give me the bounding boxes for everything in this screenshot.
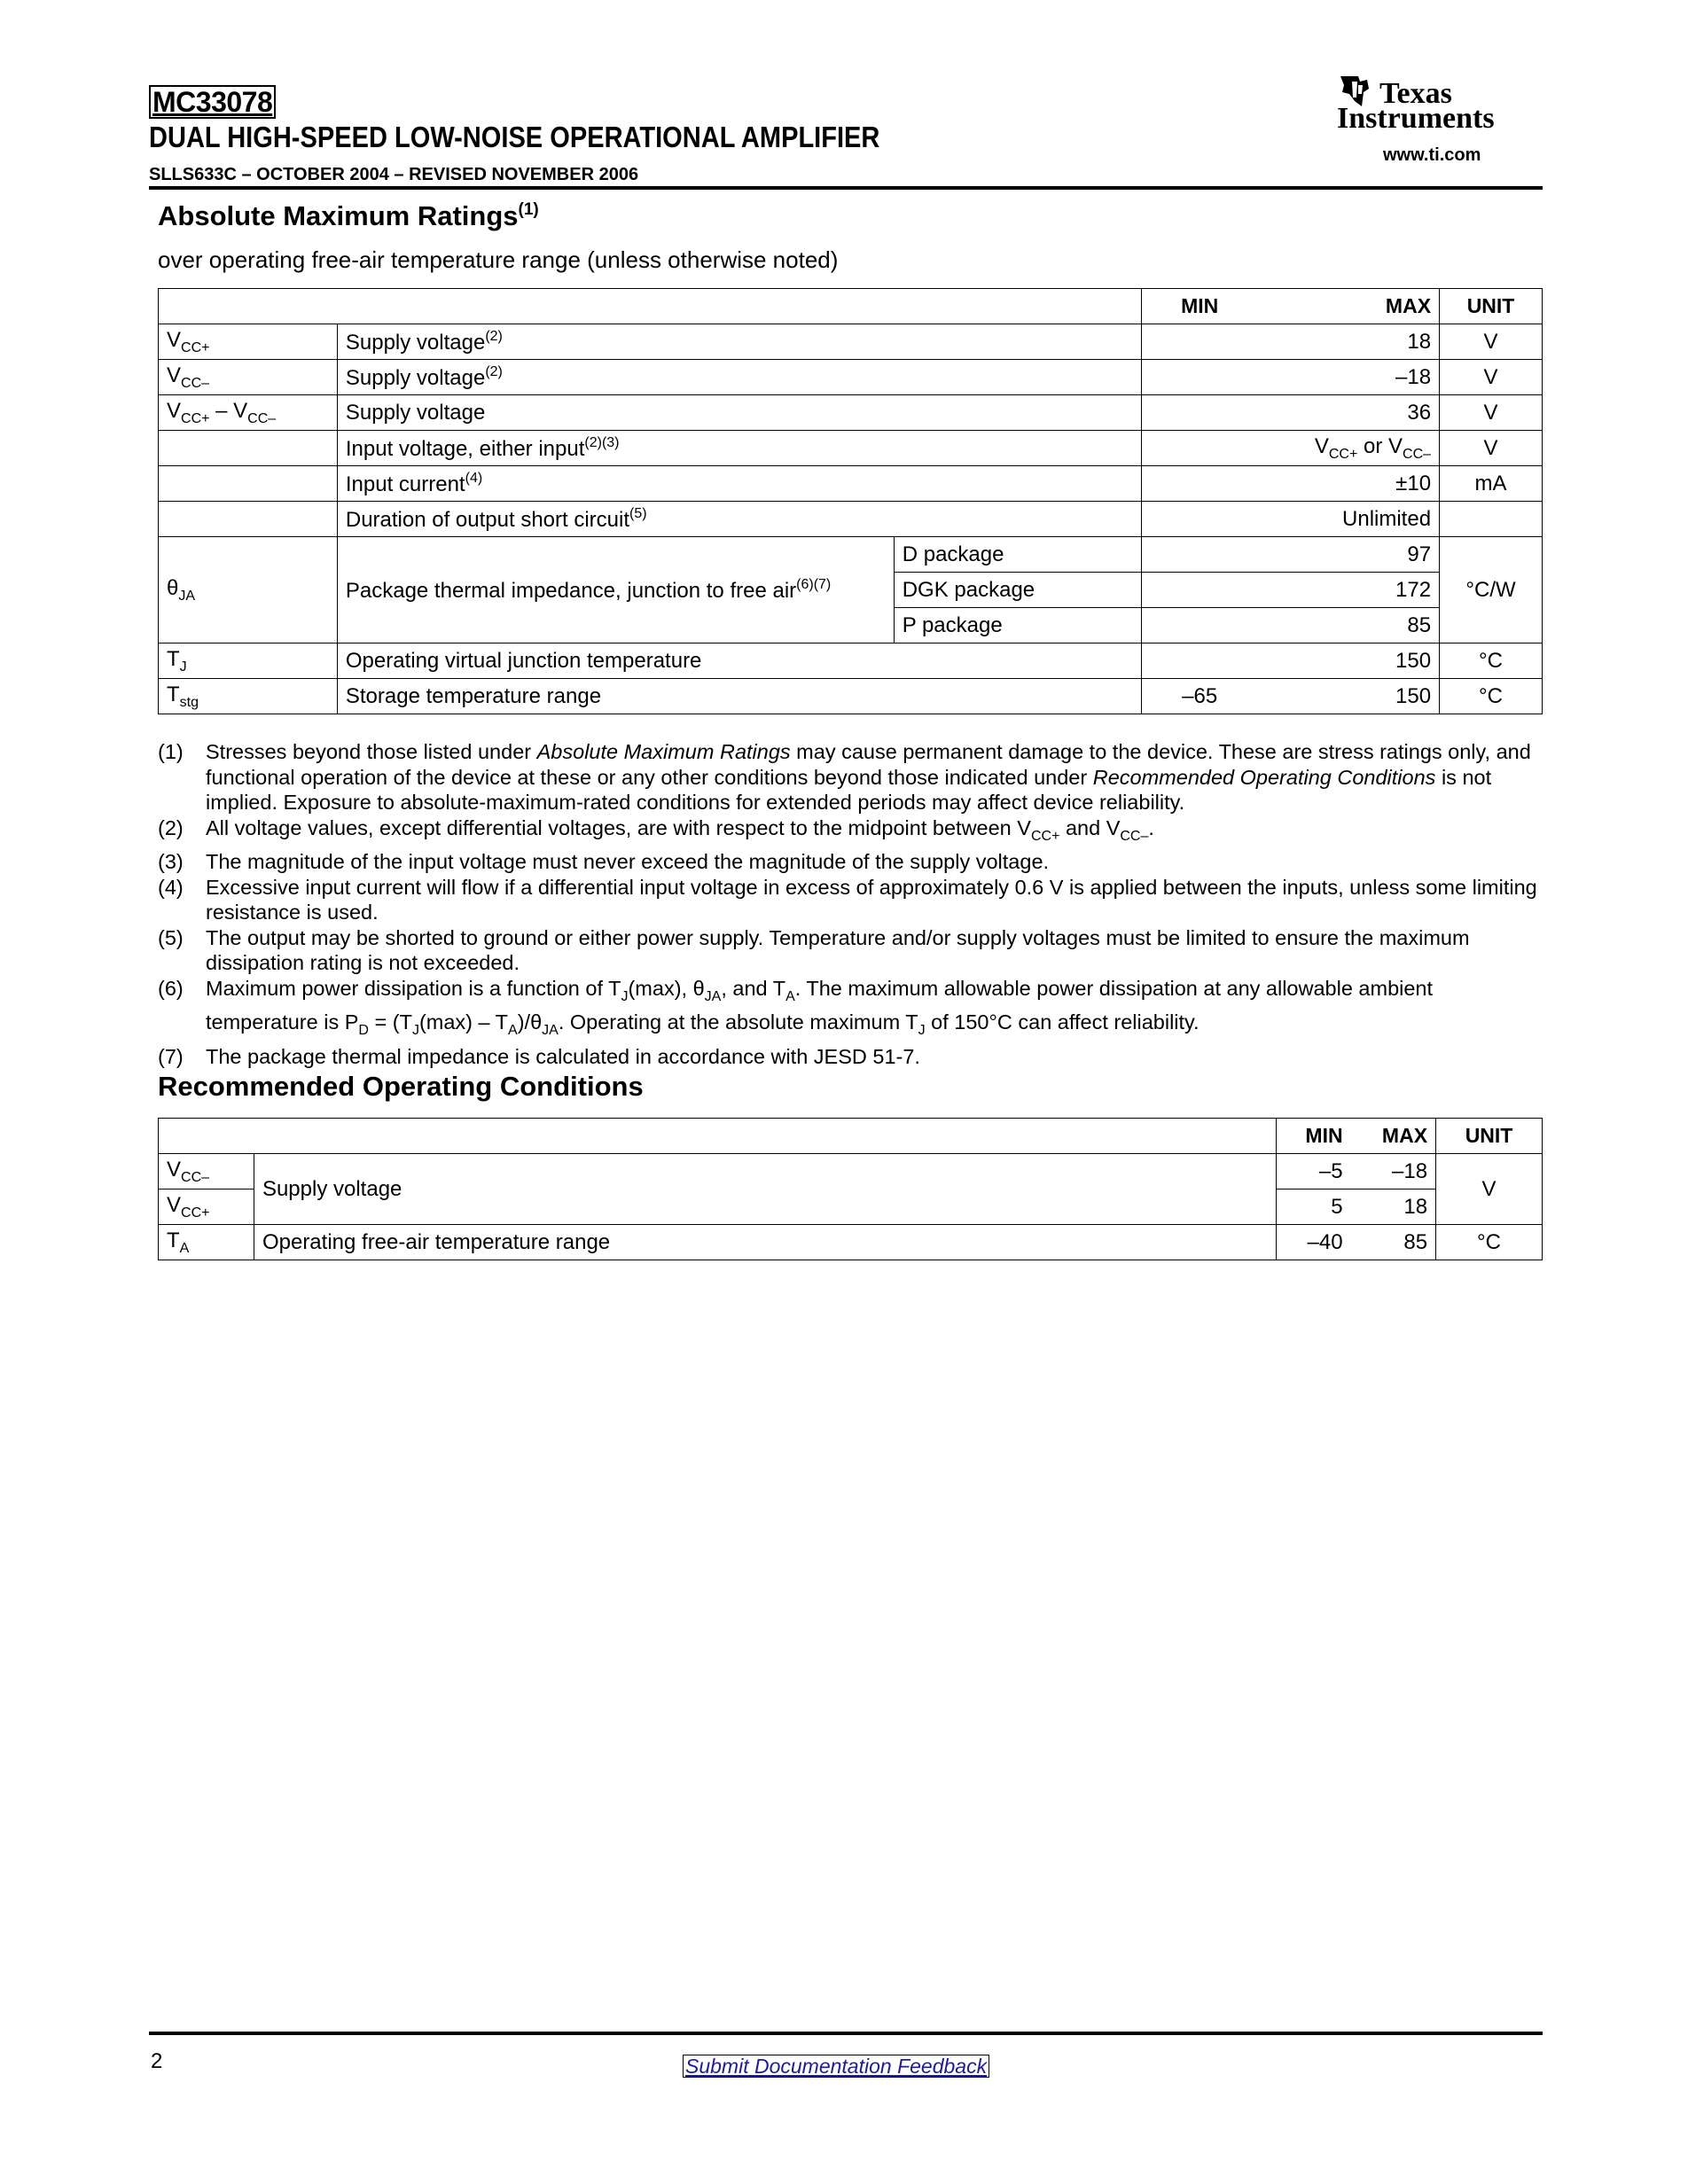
unit-cell: V	[1440, 360, 1543, 395]
max-cell: –18	[1351, 1154, 1436, 1190]
logo-text-texas: Texas	[1379, 77, 1452, 110]
table-row	[159, 1154, 1543, 1190]
footer-rule	[149, 2032, 1543, 2035]
unit-cell: V	[1436, 1154, 1543, 1225]
abs-max-table	[158, 288, 1543, 714]
min-cell	[1142, 644, 1257, 679]
parameter-cell: Supply voltage$^{(2)}$	[337, 324, 1142, 360]
document-id: SLLS633C – OCTOBER 2004 – REVISED NOVEMBER 2006	[149, 165, 639, 184]
footnote-ref[interactable]: (2)(3)	[584, 434, 620, 450]
symbol-cell: $\theta_{JA}$	[159, 537, 338, 644]
unit-cell: °C	[1440, 644, 1543, 679]
page-number: 2	[151, 2049, 163, 2073]
blank-header-cell	[159, 1119, 1277, 1154]
footnote-7: (7) The package thermal impedance is calculated in accordance with JESD 51-7.	[158, 1044, 920, 1068]
max-cell: 18	[1257, 324, 1440, 360]
col-unit-header: UNIT	[1436, 1119, 1543, 1154]
symbol-cell: $V_{CC-}$	[159, 1154, 254, 1190]
symbol-cell	[159, 502, 338, 537]
parameter-cell: Supply voltage	[254, 1154, 1276, 1225]
footnote-2: (2) All voltage values, except differential voltages, are with respect to the midpoint between $V_{CC+}$ and $V_{CC-}$.	[158, 815, 1154, 844]
min-cell	[1142, 324, 1257, 360]
parameter-cell: Operating virtual junction temperature	[337, 644, 1142, 679]
max-cell: $V_{CC+}$ or $V_{CC-}$	[1142, 431, 1440, 466]
table-row	[159, 502, 1543, 537]
symbol-cell: $T_{stg}$	[159, 679, 338, 714]
table-row	[159, 360, 1543, 395]
abs-max-title-note[interactable]: (1)	[518, 200, 539, 219]
max-cell: 97	[1257, 537, 1440, 573]
logo-text-instruments: Instruments	[1337, 102, 1495, 129]
min-cell: 5	[1277, 1190, 1351, 1225]
footnote-4: (4) Excessive input current will flow if a differential input voltage in excess of approximately 0.6 V is applied between the inputs, unless some limiting resistance is used.	[158, 875, 1537, 924]
col-min-header: MIN	[1277, 1119, 1351, 1154]
col-max-header: MAX	[1257, 289, 1440, 324]
symbol-cell: $V_{CC+}$	[159, 1190, 254, 1225]
parameter-cell: Supply voltage	[337, 395, 1142, 431]
min-cell: –65	[1142, 679, 1257, 714]
ti-logo-icon	[1337, 74, 1541, 129]
unit-cell: mA	[1440, 466, 1543, 502]
unit-cell: °C	[1440, 679, 1543, 714]
symbol-cell	[159, 431, 338, 466]
footnote-ref[interactable]: (6)(7)	[796, 576, 832, 592]
max-cell: Unlimited	[1142, 502, 1440, 537]
parameter-cell: Input voltage, either input$^{(2)(3)}$	[337, 431, 1142, 466]
min-cell	[1142, 537, 1257, 573]
package-cell: DGK package	[894, 573, 1142, 608]
table-row	[159, 644, 1543, 679]
unit-cell: °C	[1436, 1225, 1543, 1260]
abs-max-title	[158, 200, 539, 232]
parameter-cell: Input current$^{(4)}$	[337, 466, 1142, 502]
symbol-cell: $V_{CC-}$	[159, 360, 338, 395]
footnote-5: (5) The output may be shorted to ground or either power supply. Temperature and/or supply voltages must be limited to ensure the maximum dissipation rating is not exceeded.	[158, 925, 1470, 974]
unit-cell: V	[1440, 324, 1543, 360]
col-max-header: MAX	[1351, 1119, 1436, 1154]
submit-feedback-link[interactable]: Submit Documentation Feedback	[683, 2055, 989, 2078]
max-cell: 150	[1257, 644, 1440, 679]
min-cell: –40	[1277, 1225, 1351, 1260]
parameter-cell: Package thermal impedance, junction to free air$^{(6)(7)}$	[337, 537, 894, 644]
table-row	[159, 1225, 1543, 1260]
document-title: DUAL HIGH-SPEED LOW-NOISE OPERATIONAL AMPLIFIER	[149, 121, 880, 153]
max-cell: 36	[1257, 395, 1440, 431]
min-cell	[1142, 360, 1257, 395]
min-cell	[1142, 395, 1257, 431]
min-cell	[1142, 466, 1257, 502]
rec-op-table	[158, 1118, 1543, 1260]
blank-header-cell	[159, 289, 1142, 324]
col-unit-header: UNIT	[1440, 289, 1543, 324]
table-row	[159, 431, 1543, 466]
symbol-cell: $V_{CC+}$	[159, 324, 338, 360]
table-row	[159, 466, 1543, 502]
parameter-cell: Storage temperature range	[337, 679, 1142, 714]
min-cell	[1142, 573, 1257, 608]
abs-max-title-text: Absolute Maximum Ratings	[158, 200, 519, 231]
footnote-ref[interactable]: (5)	[629, 505, 647, 521]
max-cell: 18	[1351, 1190, 1436, 1225]
max-cell: 85	[1351, 1225, 1436, 1260]
table-row	[159, 537, 1543, 573]
max-cell: 172	[1257, 573, 1440, 608]
footnote-3: (3) The magnitude of the input voltage must never exceed the magnitude of the supply voltage.	[158, 850, 1050, 873]
max-cell: 150	[1257, 679, 1440, 714]
symbol-cell: $T_J$	[159, 644, 338, 679]
footnote-1: (1) Stresses beyond those listed under Absolute Maximum Ratings may cause permanent damage to the device. These are stress ratings only, and functional operation of the device at these or any other conditions beyond those indicated under Recommended Operating Conditions is not implied. Exposure to absolute-maximum-rated conditions for extended periods may affect device reliability.	[158, 740, 1531, 814]
table-header-row	[159, 289, 1543, 324]
header-rule	[149, 186, 1543, 190]
table-row	[159, 324, 1543, 360]
min-cell	[1142, 608, 1257, 644]
unit-cell: V	[1440, 431, 1543, 466]
table-header-row	[159, 1119, 1543, 1154]
max-cell: ±10	[1257, 466, 1440, 502]
symbol-cell: $T_A$	[159, 1225, 254, 1260]
footnote-ref[interactable]: (2)	[485, 328, 503, 344]
col-min-header: MIN	[1142, 289, 1257, 324]
footnote-6: (6) Maximum power dissipation is a function of $T_J(\max)$, $\theta_{JA}$, and $T_A$. The maximum allowable power dissipation at any allowable ambient temperature is $P_D = (T_J(\max) - T_A)/\theta_{JA}$. Operating at the absolute maximum $T_J$ of 150°C can affect reliability.	[158, 976, 1434, 1038]
table-row	[159, 395, 1543, 431]
rec-op-title: Recommended Operating Conditions	[158, 1071, 644, 1102]
max-cell: –18	[1257, 360, 1440, 395]
part-number-link[interactable]: MC33078	[149, 85, 276, 119]
parameter-cell: Duration of output short circuit$^{(5)}$	[337, 502, 1142, 537]
footnote-ref[interactable]: (2)	[485, 363, 503, 379]
unit-cell: °C/W	[1440, 537, 1543, 644]
symbol-cell: $V_{CC+} - V_{CC-}$	[159, 395, 338, 431]
abs-max-subtitle: over operating free-air temperature range (unless otherwise noted)	[158, 246, 839, 273]
symbol-cell	[159, 466, 338, 502]
package-cell: P package	[894, 608, 1142, 644]
unit-cell	[1440, 502, 1543, 537]
parameter-cell: Supply voltage$^{(2)}$	[337, 360, 1142, 395]
min-cell: –5	[1277, 1154, 1351, 1190]
parameter-cell: Operating free-air temperature range	[254, 1225, 1276, 1260]
package-cell: D package	[894, 537, 1142, 573]
unit-cell: V	[1440, 395, 1543, 431]
max-cell: 85	[1257, 608, 1440, 644]
footnotes	[158, 739, 1541, 1069]
table-row	[159, 679, 1543, 714]
website-link[interactable]: www.ti.com	[1383, 145, 1481, 165]
footnote-ref[interactable]: (4)	[465, 470, 483, 486]
